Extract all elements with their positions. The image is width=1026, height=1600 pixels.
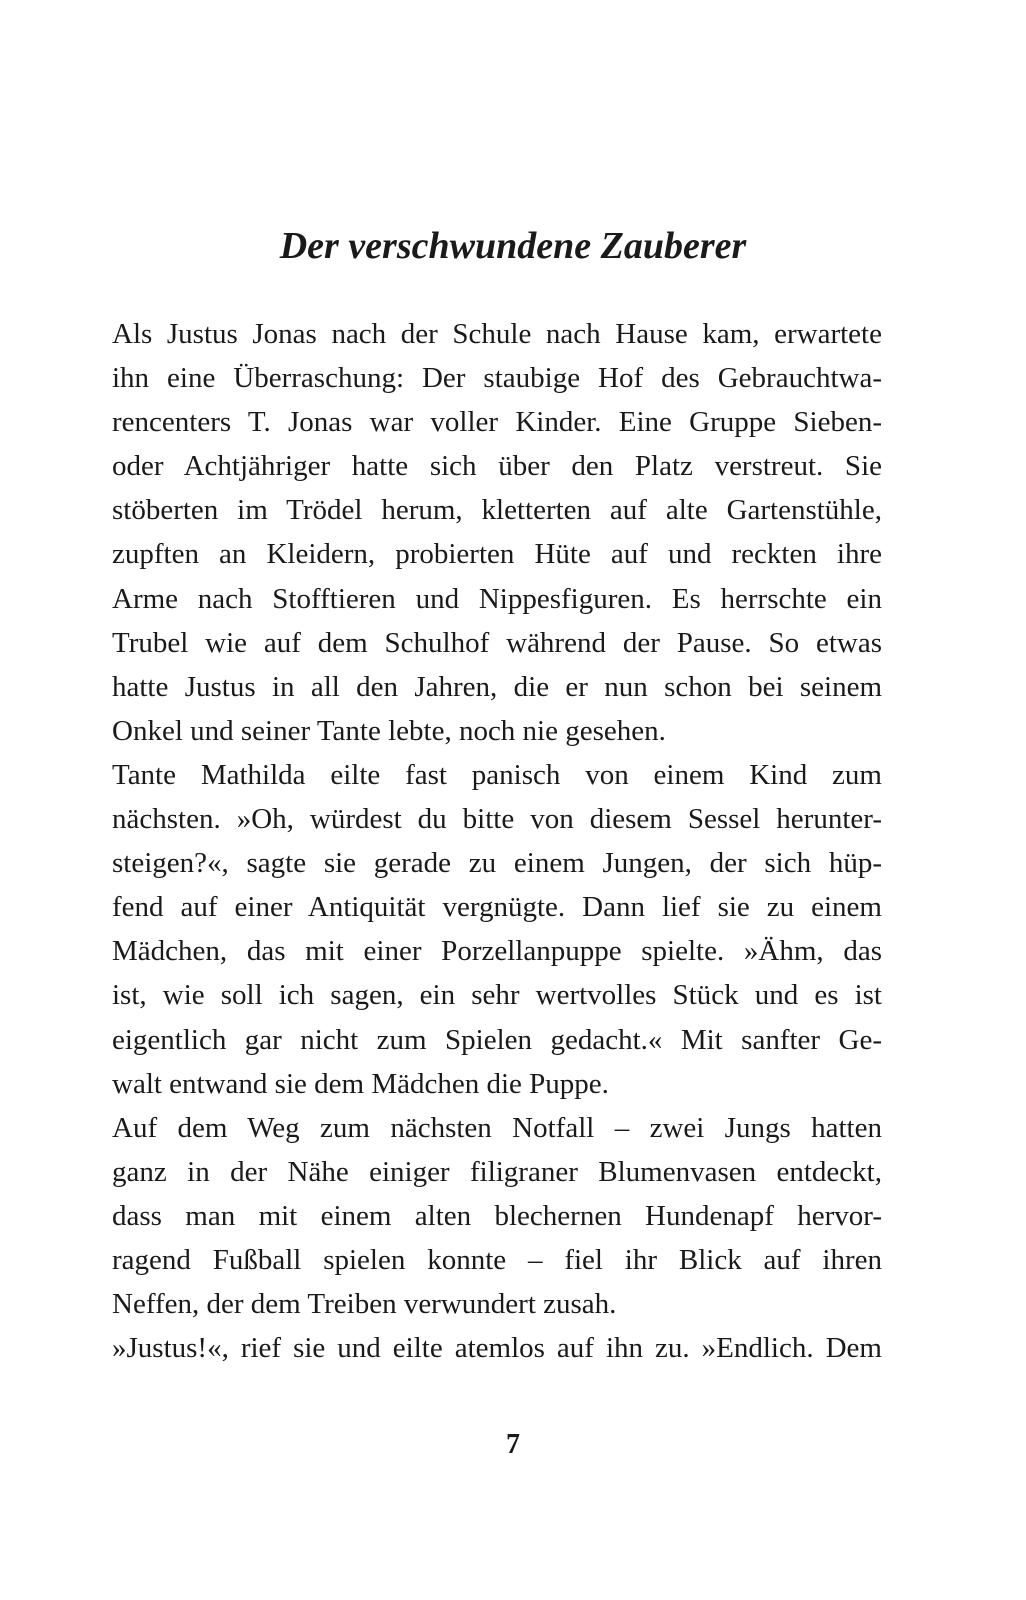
text-line: eigentlich gar nicht zum Spielen gedacht.« Mit sanfter Ge- <box>112 1023 882 1056</box>
text-line: »Justus!«, rief sie und eilte atemlos auf ihn zu. »Endlich. Dem <box>112 1332 882 1365</box>
text-line: Arme nach Stofftieren und Nippesfiguren. Es herrschte ein <box>112 582 882 615</box>
text-line: Onkel und seiner Tante lebte, noch nie gesehen. <box>112 714 666 747</box>
text-line: ist, wie soll ich sagen, ein sehr wertvolles Stück und es ist <box>112 979 882 1012</box>
text-line: rencenters T. Jonas war voller Kinder. Eine Gruppe Sieben- <box>112 406 882 439</box>
text-line: ganz in der Nähe einiger filigraner Blumenvasen entdeckt, <box>112 1155 882 1188</box>
text-line: Neffen, der dem Treiben verwundert zusah. <box>112 1288 617 1321</box>
page-number: 7 <box>506 1429 520 1460</box>
text-line: Als Justus Jonas nach der Schule nach Hause kam, erwartete <box>112 318 882 350</box>
text-line: ragend Fußball spielen konnte – fiel ihr Blick auf ihren <box>112 1243 882 1276</box>
text-line: oder Achtjähriger hatte sich über den Platz verstreut. Sie <box>112 450 882 483</box>
text-line: hatte Justus in all den Jahren, die er nun schon bei seinem <box>112 670 882 703</box>
text-line: Auf dem Weg zum nächsten Notfall – zwei Jungs hatten <box>112 1111 882 1144</box>
chapter-title: Der verschwundene Zauberer <box>279 225 747 267</box>
text-line: dass man mit einem alten blechernen Hundenapf hervor- <box>112 1199 882 1232</box>
text-line: Mädchen, das mit einer Porzellanpuppe spielte. »Ähm, das <box>112 935 882 968</box>
text-line: fend auf einer Antiquität vergnügte. Dann lief sie zu einem <box>112 891 882 924</box>
text-line: ihn eine Überraschung: Der staubige Hof des Gebrauchtwa- <box>112 362 882 395</box>
text-line: Tante Mathilda eilte fast panisch von einem Kind zum <box>112 758 882 791</box>
text-line: walt entwand sie dem Mädchen die Puppe. <box>112 1067 609 1100</box>
text-line: nächsten. »Oh, würdest du bitte von diesem Sessel herunter- <box>112 803 882 836</box>
text-line: zupften an Kleidern, probierten Hüte auf und reckten ihre <box>112 538 882 571</box>
body-text <box>112 312 882 1370</box>
text-line: stöberten im Trödel herum, kletterten auf alte Gartenstühle, <box>112 494 882 527</box>
text-line: steigen?«, sagte sie gerade zu einem Jungen, der sich hüp- <box>112 847 882 880</box>
text-line: Trubel wie auf dem Schulhof während der Pause. So etwas <box>112 626 882 659</box>
